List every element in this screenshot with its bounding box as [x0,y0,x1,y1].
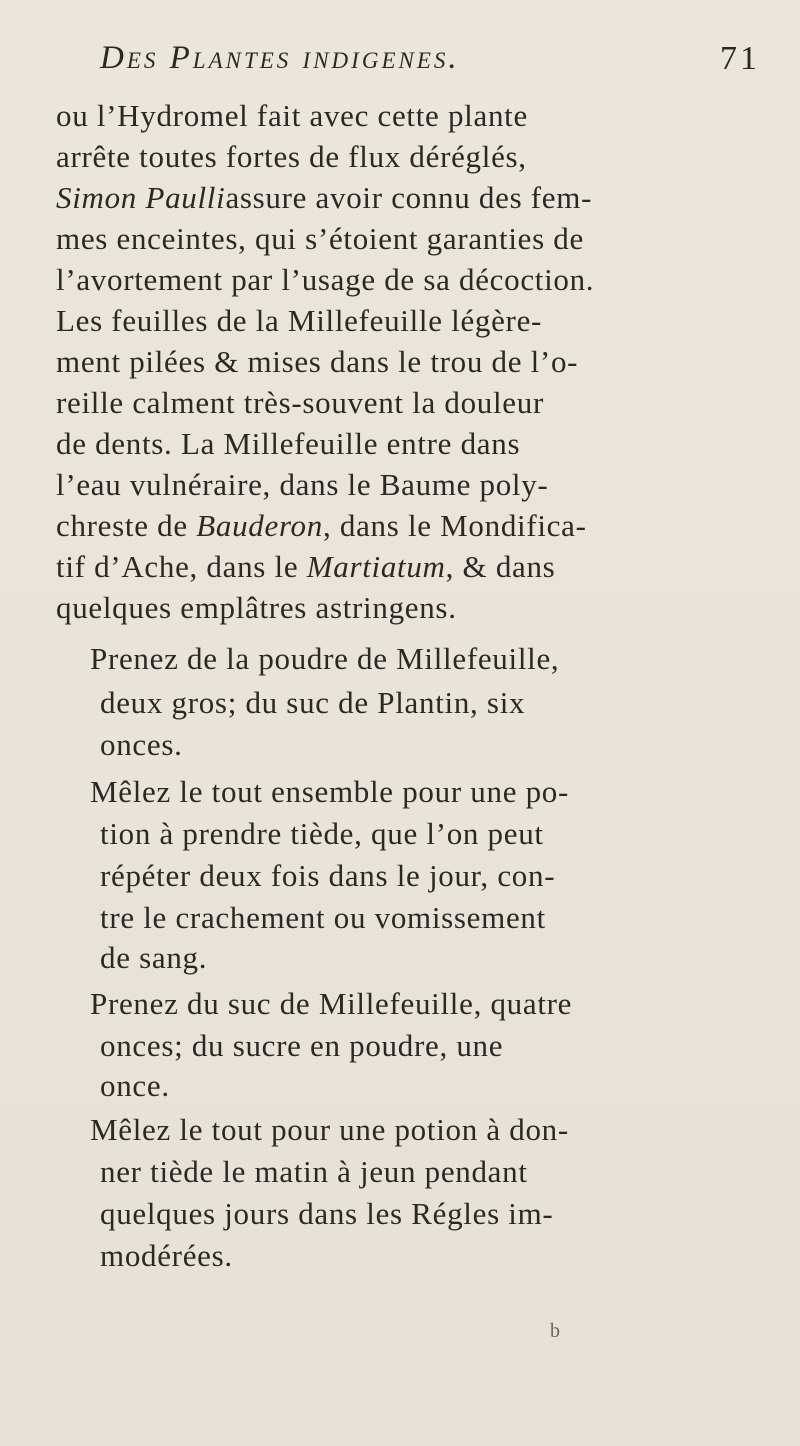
recipe-line: modérées. [100,1238,233,1273]
recipe-line: onces; du sucre en poudre, une [100,1028,504,1063]
running-title: Des Plantes indigenes. [100,40,460,76]
recipe-line: tre le crachement ou vomissement [100,900,546,935]
text-line: tif d’Ache, dans le Martiatum, & dans [56,549,556,584]
remedy-name: Martiatum [306,549,446,584]
text-line: l’eau vulnéraire, dans le Baume poly- [56,467,549,502]
author-name: Simon Paulli [56,180,226,215]
author-name: Bauderon [196,508,323,543]
text-line: Les feuilles de la Millefeuille légère- [56,303,543,338]
recipe-line: Mêlez le tout ensemble pour une po- [90,774,570,809]
recipe-line: Mêlez le tout pour une potion à don- [90,1112,569,1147]
text-line: arrête toutes fortes de flux déréglés, [56,139,527,174]
text-line: Simon Paulliassure avoir connu des fem- [56,180,593,215]
recipe-line: répéter deux fois dans le jour, con- [100,858,556,893]
running-header [100,40,760,88]
recipe-line: once. [100,1068,170,1103]
page-number: 71 [720,40,760,77]
text-line: quelques emplâtres astringens. [56,590,457,625]
recipe-line: Prenez de la poudre de Millefeuille, [90,641,560,676]
text-line: l’avortement par l’usage de sa décoction. [56,262,595,297]
text-line: mes enceintes, qui s’étoient garanties de [56,221,584,256]
text-line: ment pilées & mises dans le trou de l’o- [56,344,579,379]
text-line: ou l’Hydromel fait avec cette plante [56,98,528,133]
recipe-line: ner tiède le matin à jeun pendant [100,1154,528,1189]
recipe-line: Prenez du suc de Millefeuille, quatre [90,986,573,1021]
recipe-line: de sang. [100,940,208,975]
recipe-line: deux gros; du suc de Plantin, six [100,685,526,720]
recipe-line: tion à prendre tiède, que l’on peut [100,816,544,851]
text-line: reille calment très-souvent la douleur [56,385,544,420]
text-line: chreste de Bauderon, dans le Mondifica- [56,508,587,543]
signature-mark: b [550,1320,560,1342]
recipe-line: quelques jours dans les Régles im- [100,1196,554,1231]
text-line: de dents. La Millefeuille entre dans [56,426,521,461]
recipe-line: onces. [100,727,183,762]
